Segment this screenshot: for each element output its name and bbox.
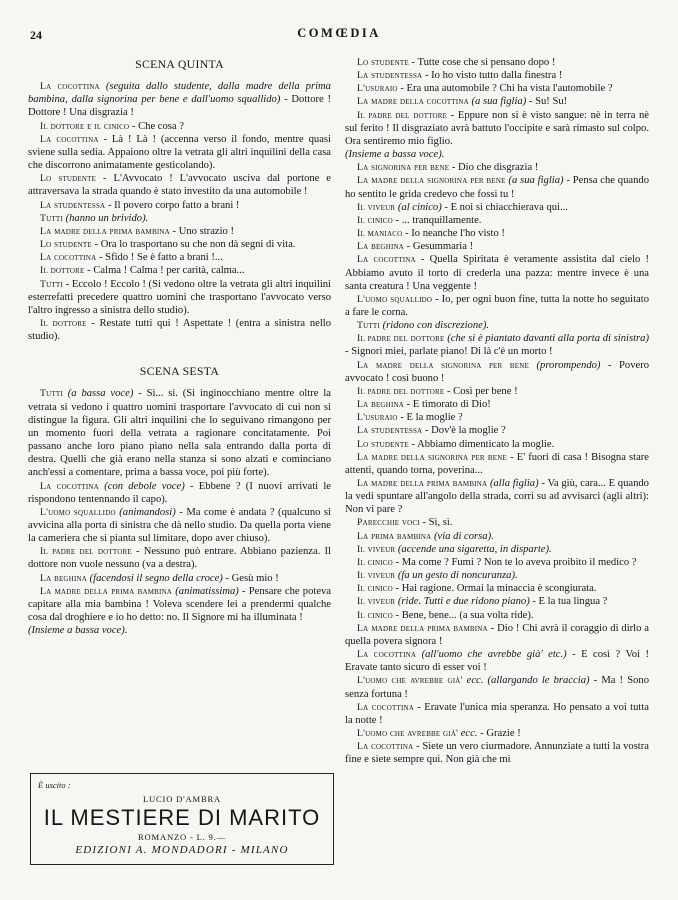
stage-direction: (accende una sigaretta, in disparte). [397,543,552,555]
dialogue-line: Il padre del dottore - Così per bene ! [357,385,518,397]
spoken-text: Che cosa ? [138,120,184,132]
stage-direction: (alla figlia) [489,478,539,489]
spoken-text: Ora lo trasportano su che non dà segni di vita. [100,239,296,251]
dialogue-line: L'uomo che avrebbe già' ecc. (allargando le braccia) - Ma ! Sono senza fortuna ! [345,675,649,700]
dialogue-line: Il maniaco - Io neanche l'ho visto ! [357,228,505,240]
spoken-text: Gesummaria ! [412,241,474,253]
spoken-text: Nessuno può entrare. Abbiano pazienza. Il dottore non vuole nessuno (va a destra). [28,546,331,571]
spoken-text: Povero avvocato ! così buono ! [345,359,649,384]
stage-direction: (all'uomo che avrebbe già' etc.) [421,649,567,661]
dialogue-line: La madre della prima bambina (alla figlia) - Va giù, cara... E quando la vedi spuntare all'angolo della strada, corri su ad avvisarci (agli altri): Non vi pare ? [345,478,649,516]
speaker-name: Il padre del dottore [357,109,448,121]
speaker-name: La madre della signorina per bene [357,175,506,187]
speaker-name: L'uomo squallido [40,506,116,518]
stage-direction: (che si è piantato davanti alla porta di sinistra) [447,333,649,345]
dialogue-line [28,212,331,225]
spoken-text: E così ? Voi ! Eravate tanto sicuro di esser voi ! [345,649,649,674]
dialogue-line: La cocottina - Quella Spiritata è veramente assistita dal cielo ! Abbiamo avuto il torto di crederla una pazza: mentre invece è una santa creatura ! Una veggente ! [345,254,649,292]
dialogue-line: Lo studente - L'Avvocato ! L'avvocato usciva dal portone e attraversava la strada quando è stato investito da una automobile ! [28,173,331,198]
spoken-text: Io neanche l'ho visto ! [411,228,505,240]
spoken-text: Eccolo ! Eccolo ! (Si vedono oltre la vetrata gli altri inquilini esterrefatti precedere quattro uomini che trasportano l'avvocato verso l'altro ingresso a sinistra dello studio). [28,278,331,316]
ad-subtitle: ROMANZO - L. 9.— [138,832,226,842]
dialogue-line: Il padre del dottore (che si è piantato davanti alla porta di sinistra) - Signori miei, parlate piano! Di là c'è un morto ! [345,333,649,358]
speaker-name: La madre della signorina per bene [357,451,507,463]
spoken-text: E la tua lingua ? [538,596,608,608]
stage-direction: (ridono con discrezione). [382,320,490,332]
dialogue-line [345,543,649,556]
dialogue-line [28,624,331,637]
spoken-text: Si... si. (Si inginocchiano mentre oltre la vetrata si vedono i quattro uomini trasportare l'avvocato di cui non si distingue la figura. Gli altri inquilini che lo seguivano rimangono per un momento fuori della vetrata a ragionare concitatamente. Poi passano anche loro piano piano nella sala entrando dalla porta di destra. Quelli che già erano nella stanza si sono alzati e cominciano anch'essi a comentare, prima a bassa voce, poi più forte). [28,388,331,479]
dialogue-line: Il cinico - ... tranquillamente. [357,214,482,226]
speaker-name: Il cinico [357,609,393,621]
dialogue-line: L'uomo che avrebbe già' ecc. - Grazie ! [357,727,521,739]
dialogue-line: Il cinico - Ma come ? Fumi ? Non te lo aveva proibito il medico ? [357,556,637,568]
speaker-name: Il dottore [40,317,87,329]
speaker-name: Il padre del dottore [40,546,132,558]
speaker-name: La studentessa [357,425,423,437]
stage-direction: (facendosi il segno della croce) [89,572,223,584]
speaker-name: La madre della prima bambina [40,585,173,597]
spoken-text: Ma come è andata ? (qualcuno si avvicina alla porta di sinistra che dà nello studio. Da quella porta viene la cameriera che si pianta sul limitare, dopo aver chiuso). [28,506,331,545]
left-column [28,56,331,766]
speaker-name: La cocottina [40,133,99,145]
spoken-text: Dottore ! Dottore ! Una disgrazia ! [28,94,331,119]
spoken-text: Signori miei, parlate piano! Di là c'è un morto ! [351,346,553,358]
spoken-text: Abbiamo dimenticato la moglie. [417,438,555,450]
spoken-text: Su! Su! [535,96,568,108]
spoken-text: E la moglie ? [406,412,463,424]
dialogue-line: La studentessa - Io ho visto tutto dalla finestra ! [357,70,563,82]
spoken-text: Io, per ogni buon fine, tutta la notte ho seguitato a fare le corna. [345,293,649,318]
stage-direction: (animandosi) [119,506,176,518]
speaker-name: Parecchie voci [357,517,420,529]
stage-direction: (ride. Tutti e due ridono piano) [397,596,530,608]
spoken-text: Restate tutti qui ! Aspettate ! (entra a sinistra nello studio). [28,317,331,343]
dialogue-line: Il cinico - Hai ragione. Ormai la minaccia è scongiurata. [357,583,597,595]
speaker-name: La signorina per bene [357,162,450,174]
book-advertisement [30,773,334,865]
spoken-text: Io ho visto tutto dalla finestra ! [431,70,563,82]
dialogue-line: L'uomo squallido (animandosi) - Ma come è andata ? (qualcuno si avvicina alla porta di sinistra che dà nello studio. Da quella porta viene la cameriera che si pianta sul limitare, dopo aver chiuso). [28,506,331,545]
dialogue-line: Il cinico - Bene, bene... (a sua volta ride). [357,609,534,621]
speaker-name: Il padre del dottore [357,385,445,397]
speaker-name: Lo studente [40,239,92,251]
spoken-text: Pensare che poteva capitare alla mia bambina ! Voleva scendere lei a prendermi qualche cosa dal droghiere e io ho detto: no. Il Signore mi ha illuminata ! [28,585,331,624]
dialogue-line: La cocottina - Eravate l'unica mia speranza. Ho pensato a voi tutta la notte ! [345,701,649,726]
dialogue-line: La madre della signorina per bene (a sua figlia) - Pensa che quando ho sentito le grida credevo che fossi tu ! [345,175,649,200]
dialogue-line: La cocottina - Là ! Là ! (accenna verso il fondo, mentre quasi sviene sulla sedia. Appaiono oltre la vetrata gli altri inquilini della casa che discorrono animatamente gesticolando). [28,133,331,172]
spoken-text: Il povero corpo fatto a brani ! [114,199,240,211]
dialogue-line: Il dottore - Calma ! Calma ! per carità, calma... [40,265,245,277]
spoken-text: Calma ! Calma ! per carità, calma... [93,265,245,277]
dialogue-line: Il padre del dottore - Nessuno può entrare. Abbiano pazienza. Il dottore non vuole nessuno (va a destra). [28,546,331,571]
speaker-name: Lo studente [357,438,409,450]
dialogue-line [345,148,649,161]
dialogue-line: Tutti (a bassa voce) - Si... si. (Si inginocchiano mentre oltre la vetrata si vedono i quattro uomini trasportare l'avvocato di cui non si distingue la figura. Gli altri inquilini che lo seguivano rimangono per un momento fuori della vetrata a ragionare concitatamente. Poi passano anche loro piano piano nella sala entrando dalla porta di destra. Quelli che già erano nella stanza si sono alzati e cominciano anch'essi a comentare, prima a bassa voce, poi più forte). [28,388,331,479]
spoken-text: E timorato di Dio! [412,399,491,411]
speaker-name: Il cinico [357,214,393,226]
dialogue-line: La madre della prima bambina - Uno strazio ! [40,225,235,237]
stage-direction: ecc. (allargando le braccia) [466,675,590,687]
spoken-text: Era una automobile ? Chi ha vista l'automobile ? [406,83,613,95]
spoken-text: Là ! Là ! (accenna verso il fondo, mentre quasi sviene sulla sedia. Appaiono oltre la vetrata gli altri inquilini della casa che discorrono animatamente gesticolando). [28,133,331,172]
page-number: 24 [30,28,42,42]
speaker-name: Tutti [40,278,63,290]
stage-direction: (animatissima) [175,585,239,597]
speaker-name: La madre della cocottina [357,96,469,108]
speaker-name: La cocottina [357,254,416,266]
spoken-text: Sì, sì. [428,517,453,529]
dialogue-line: La studentessa - Dov'è la moglie ? [357,425,506,437]
speaker-name: La cocottina [40,252,97,264]
scene-title: SCENA SESTA [139,364,220,379]
speaker-name: Il viveur [357,570,396,582]
dialogue-line: Il padre del dottore - Eppure non si è visto sangue: nè in terra nè sul ferito ! Il disgraziato avrà battuto l'occipite e sarà rimasto sul colpo. Ora sentiremo mio figlio. [345,109,649,147]
speaker-name: Lo studente [357,57,409,68]
spoken-text: Ebbene ? (I nuovi arrivati le rispondono tentennando il capo). [28,480,331,505]
dialogue-line: La beghina - E timorato di Dio! [357,399,491,411]
speaker-name: L'uomo che avrebbe già' [357,727,459,739]
dialogue-line: La madre della prima bambina - Dio ! Chi avrà il coraggio di dirlo a quella povera signora ! [345,622,649,647]
dialogue-line: La cocottina (con debole voce) - Ebbene ? (I nuovi arrivati le rispondono tentennando il capo). [28,480,331,505]
dialogue-line: La madre della prima bambina (animatissima) - Pensare che poteva capitare alla mia bambina ! Voleva scendere lei a prendermi qualche cosa dal droghiere e io ho detto: no. Il Signore mi ha illuminata ! [28,585,331,624]
stage-direction: (al cinico) [397,201,442,213]
dialogue-line [345,319,649,332]
spoken-text: L'Avvocato ! L'avvocato usciva dal portone e attraversava la strada quando è stato investito da una automobile ! [28,173,331,198]
speaker-name: La cocottina [40,81,100,93]
speaker-name: L'uomo che avrebbe già' [357,675,463,687]
speaker-name: La beghina [40,572,87,584]
speaker-name: La madre della signorina per bene [357,359,529,371]
right-column [345,56,649,896]
speaker-name: La cocottina [357,701,415,713]
dialogue-line: Lo studente - Ora lo trasportano su che non dà segni di vita. [40,239,296,251]
speaker-name: Il dottore e il cinico [40,120,130,132]
dialogue-line: L'usuraio - Era una automobile ? Chi ha vista l'automobile ? [357,83,613,95]
spoken-text: Va giù, cara... E quando la vedi spuntare all'angolo della strada, corri su ad avvisarci (agli altri): Non vi pare ? [345,478,649,516]
dialogue-line: Il dottore - Restate tutti qui ! Aspettate ! (entra a sinistra nello studio). [28,317,331,343]
spoken-text: Eravate l'unica mia speranza. Ho pensato a voi tutta la notte ! [345,701,649,726]
dialogue-line: Il viveur (al cinico) - E noi si chiacchierava qui... [357,201,568,213]
spoken-text: Ma come ? Fumi ? Non te lo aveva proibito il medico ? [401,556,637,568]
stage-direction: (fa un gesto di noncuranza). [397,570,518,582]
spoken-text: Uno strazio ! [178,225,235,237]
spoken-text: Dio che disgrazia ! [458,162,539,174]
speaker-name: La madre della prima bambina [40,225,170,237]
spoken-text: Grazie ! [486,727,521,739]
speaker-name: Lo studente [40,173,97,185]
ad-eyebrow: È uscito : [38,780,71,790]
dialogue-line: La madre della signorina per bene (prorompendo) - Povero avvocato ! così buono ! [345,359,649,384]
speaker-name: Tutti [40,388,63,400]
speaker-name: La beghina [357,241,404,253]
scene-five-lines [28,80,331,343]
speaker-name: L'usuraio [357,83,398,95]
stage-direction: ecc. [460,727,478,739]
speaker-name: La cocottina [357,649,417,661]
spoken-text: E noi si chiacchierava qui... [450,201,568,213]
speaker-name: Il maniaco [357,228,403,240]
dialogue-line: La beghina (facendosi il segno della croce) - Gesù mio ! [40,572,279,584]
speaker-name: Il viveur [357,201,396,213]
spoken-text: ... tranquillamente. [401,214,482,226]
speaker-name: Il viveur [357,543,396,555]
speaker-name: Tutti [357,320,380,332]
speaker-name: La cocottina [357,741,414,753]
dialogue-line: Parecchie voci - Sì, sì. [357,517,453,529]
stage-direction: (con debole voce) [104,480,185,492]
dialogue-line: Lo studente - Abbiamo dimenticato la moglie. [357,438,555,450]
speaker-name: La prima bambina [357,530,432,542]
stage-direction: (a sua figlia) [471,96,527,108]
speaker-name: Il padre del dottore [357,333,445,345]
speaker-name: La beghina [357,399,404,411]
dialogue-line: La cocottina (all'uomo che avrebbe già' etc.) - E così ? Voi ! Eravate tanto sicuro di esser voi ! [345,649,649,674]
dialogue-line: La madre della cocottina (a sua figlia) - Su! Su! [357,96,568,108]
stage-direction: (hanno un brivido). [65,212,149,224]
scene-title: SCENA QUINTA [135,57,224,71]
speaker-name: L'uomo squallido [357,293,433,305]
dialogue-line: Il viveur (ride. Tutti e due ridono piano) - E la tua lingua ? [357,596,608,608]
dialogue-line: La signorina per bene - Dio che disgrazia ! [357,162,539,174]
spoken-text: Quella Spiritata è veramente assistita dal cielo ! Abbiamo avuto il torto di crederla una pazza: mentre invece è una santa creatura ! Una veggente ! [345,254,649,292]
dialogue-line: L'usuraio - E la moglie ? [357,412,463,424]
spoken-text: Sfido ! Se è fatto a brani !... [105,252,223,264]
spoken-text: Hai ragione. Ormai la minaccia è scongiurata. [401,583,597,595]
magazine-title: COMŒDIA [297,26,381,40]
dialogue-line: Il dottore e il cinico - Che cosa ? [40,120,184,132]
spoken-text: Ma ! Sono senza fortuna ! [345,675,649,700]
dialogue-line: Lo studente - Tutte cose che si pensano dopo ! [357,57,556,68]
spoken-text: Dio ! Chi avrà il coraggio di dirlo a quella povera signora ! [345,622,649,647]
speaker-name: Il dottore [40,265,85,277]
speaker-name: La madre della prima bambina [357,478,488,489]
dialogue-line: La cocottina (seguita dallo studente, dalla madre della prima bambina, dalla signorina per bene e dall'uomo squallido) - Dottore ! Dottore ! Una disgrazia ! [28,81,331,119]
dialogue-line: L'uomo squallido - Io, per ogni buon fine, tutta la notte ho seguitato a fare le corna. [345,293,649,318]
speaker-name: Tutti [40,212,63,224]
stage-direction: (via di corsa). [434,530,494,542]
stage-direction: (seguita dallo studente, dalla madre della prima bambina, dalla signorina per bene e dall'uomo squallido) [28,81,331,106]
dialogue-line: La cocottina - Siete un vero ciurmadore. Annunziate a tutti la vostra fine e siete sempre qui. Non già che mi [345,741,649,766]
spoken-text: Gesù mio ! [231,572,279,584]
dialogue-line [345,569,649,582]
spoken-text: E' fuori di casa ! Bisogna stare attenti, quando torna, poverina... [345,451,649,476]
dialogue-line: La studentessa - Il povero corpo fatto a brani ! [40,199,240,211]
scene-six-lines [28,387,331,637]
ad-author: LUCIO D'AMBRA [142,794,222,804]
spoken-text: Siete un vero ciurmadore. Annunziate a tutti la vostra fine e siete sempre qui. Non già che mi [345,741,649,766]
scene-continuation-lines [345,56,649,766]
speaker-name: La cocottina [40,480,99,492]
stage-direction: (Insieme a bassa voce). [345,149,445,161]
spoken-text: Pensa che quando ho sentito le grida credevo che fossi tu ! [345,175,649,200]
spoken-text: Così per bene ! [453,385,518,397]
stage-direction: (a sua figlia) [508,175,564,187]
spoken-text: Eppure non si è visto sangue: nè in terra nè sul ferito ! Il disgraziato avrà battuto l'occipite e sarà rimasto sul colpo. Ora sentiremo mio figlio. [345,109,649,147]
speaker-name: L'usuraio [357,412,398,424]
speaker-name: Il cinico [357,556,393,568]
speaker-name: Il viveur [357,596,396,608]
dialogue-line: La cocottina - Sfido ! Se è fatto a brani !... [40,252,223,264]
stage-direction: (a bassa voce) [67,388,134,400]
spoken-text: Bene, bene... (a sua volta ride). [401,609,534,621]
dialogue-line: Tutti - Eccolo ! Eccolo ! (Si vedono oltre la vetrata gli altri inquilini esterrefatti precedere quattro uomini che trasportano l'avvocato verso l'altro ingresso a sinistra dello studio). [28,278,331,316]
spoken-text: Tutte cose che si pensano dopo ! [417,57,556,68]
ad-book-title: IL MESTIERE DI MARITO [43,805,321,830]
speaker-name: La studentessa [40,199,106,211]
dialogue-line: La beghina - Gesummaria ! [357,241,474,253]
stage-direction: (Insieme a bassa voce). [28,625,128,637]
speaker-name: Il cinico [357,583,393,595]
spoken-text: Dov'è la moglie ? [431,425,506,437]
stage-direction: (prorompendo) [536,359,601,371]
dialogue-line: La madre della signorina per bene - E' fuori di casa ! Bisogna stare attenti, quando torna, poverina... [345,451,649,476]
dialogue-line [345,530,649,543]
speaker-name: La studentessa [357,70,423,82]
ad-publisher: EDIZIONI A. MONDADORI - MILANO [75,844,289,856]
speaker-name: La madre della prima bambina [357,622,488,634]
